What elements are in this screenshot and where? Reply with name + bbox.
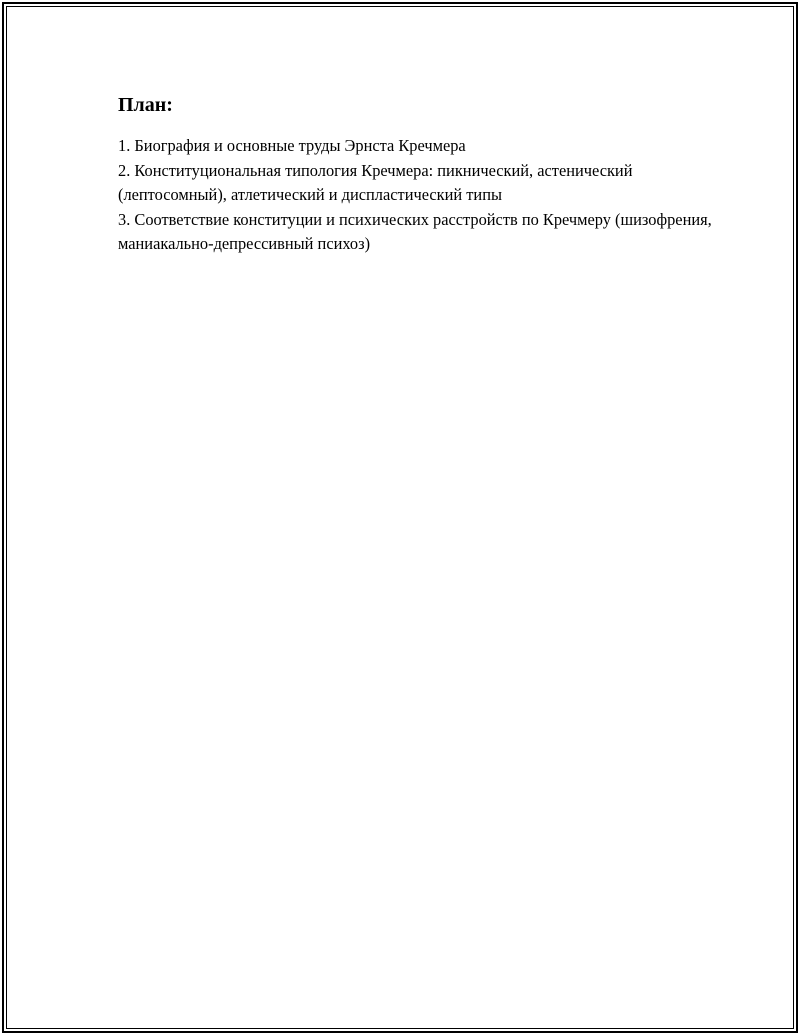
document-body bbox=[118, 92, 718, 257]
plan-item-1: 1. Биография и основные труды Эрнста Кречмера bbox=[118, 136, 466, 155]
plan-list bbox=[118, 134, 718, 257]
plan-item-3: 3. Соответствие конституции и психических расстройств по Кречмеру (шизофрения, маниакально-депрессивный психоз) bbox=[118, 209, 712, 253]
plan-item-2: 2. Конституциональная типология Кречмера: пикнический, астенический (лептосомный), атлетический и диспластический типы bbox=[118, 160, 633, 204]
plan-heading: План: bbox=[118, 94, 173, 116]
